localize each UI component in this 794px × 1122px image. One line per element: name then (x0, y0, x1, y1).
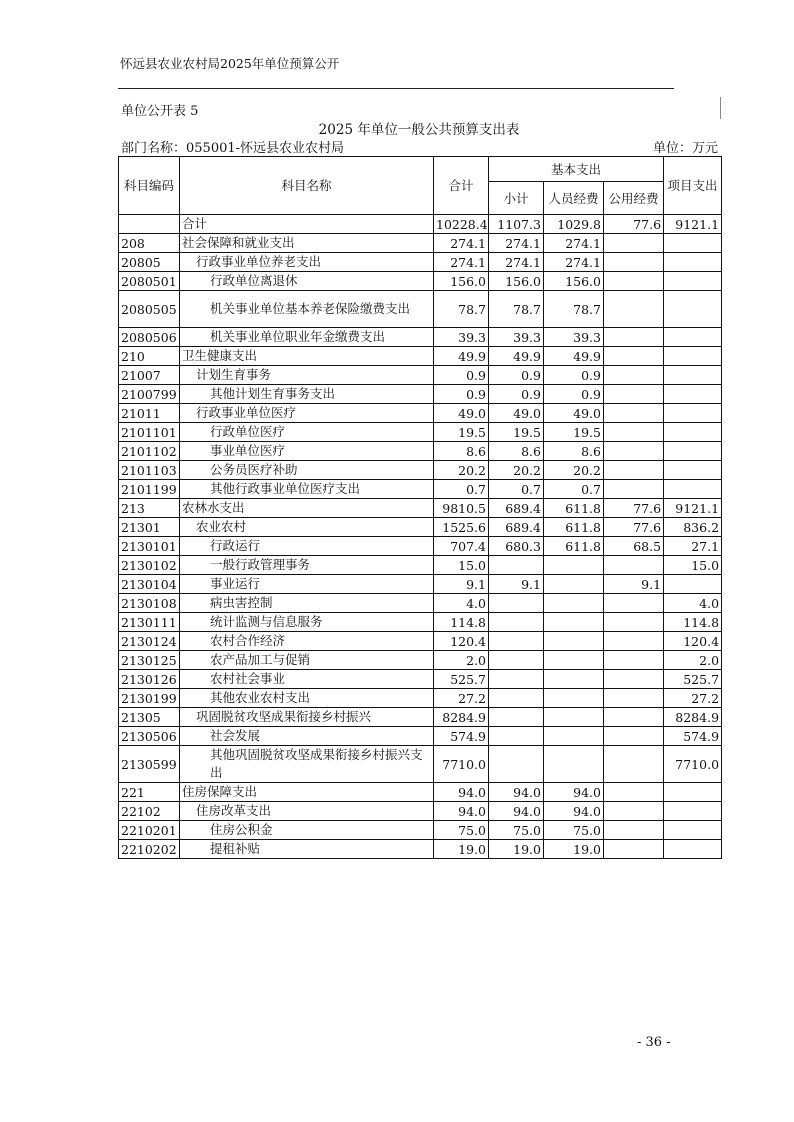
cell-subtotal: 49.0 (489, 404, 544, 423)
table-row (119, 404, 722, 423)
cell-project (664, 840, 722, 859)
cell-public (604, 783, 664, 802)
table-row (119, 272, 722, 291)
cell-name: 其他巩固脱贫攻坚成果衔接乡村振兴支出 (180, 746, 434, 783)
cell-code: 2130102 (119, 556, 180, 575)
cell-total: 39.3 (434, 328, 489, 347)
cell-personnel: 0.9 (544, 385, 604, 404)
cell-code: 2210202 (119, 840, 180, 859)
cell-subtotal: 156.0 (489, 272, 544, 291)
cell-name: 住房改革支出 (180, 802, 434, 821)
cell-public (604, 746, 664, 783)
cell-total: 707.4 (434, 537, 489, 556)
cell-subtotal: 19.0 (489, 840, 544, 859)
cell-personnel: 611.8 (544, 499, 604, 518)
cell-total: 10228.4 (434, 215, 489, 234)
header-personnel: 人员经费 (544, 182, 604, 215)
cell-personnel: 0.7 (544, 480, 604, 499)
cell-project (664, 328, 722, 347)
cell-subtotal: 0.7 (489, 480, 544, 499)
cell-code: 2080505 (119, 291, 180, 328)
cell-subtotal: 20.2 (489, 461, 544, 480)
cell-public (604, 613, 664, 632)
cell-name: 农业农村 (180, 518, 434, 537)
table-row (119, 499, 722, 518)
cell-code: 2130101 (119, 537, 180, 556)
cell-public (604, 556, 664, 575)
cell-project: 15.0 (664, 556, 722, 575)
table-row (119, 613, 722, 632)
cell-project: 27.2 (664, 689, 722, 708)
cell-name: 公务员医疗补助 (180, 461, 434, 480)
cell-public (604, 651, 664, 670)
header-total: 合计 (434, 157, 489, 215)
cell-subtotal: 19.5 (489, 423, 544, 442)
cell-project: 8284.9 (664, 708, 722, 727)
cell-code: 2101101 (119, 423, 180, 442)
cell-total: 94.0 (434, 783, 489, 802)
cell-project (664, 404, 722, 423)
cell-personnel (544, 670, 604, 689)
cell-project (664, 347, 722, 366)
cell-code: 2130199 (119, 689, 180, 708)
cell-personnel: 156.0 (544, 272, 604, 291)
cell-name: 行政运行 (180, 537, 434, 556)
cell-project (664, 234, 722, 253)
table-row (119, 215, 722, 234)
cell-name: 农林水支出 (180, 499, 434, 518)
cell-code: 2100799 (119, 385, 180, 404)
cell-project (664, 366, 722, 385)
cell-total: 75.0 (434, 821, 489, 840)
cell-subtotal: 78.7 (489, 291, 544, 328)
cell-total: 0.9 (434, 366, 489, 385)
cell-subtotal: 689.4 (489, 499, 544, 518)
cell-name: 计划生育事务 (180, 366, 434, 385)
cell-personnel (544, 556, 604, 575)
header-subtotal: 小计 (489, 182, 544, 215)
cell-public (604, 594, 664, 613)
cell-public (604, 291, 664, 328)
cell-subtotal (489, 708, 544, 727)
cell-public (604, 234, 664, 253)
cell-total: 27.2 (434, 689, 489, 708)
cell-total: 114.8 (434, 613, 489, 632)
cell-project (664, 291, 722, 328)
cell-name: 农村合作经济 (180, 632, 434, 651)
cell-subtotal: 0.9 (489, 385, 544, 404)
cell-total: 49.0 (434, 404, 489, 423)
cell-public (604, 385, 664, 404)
cell-personnel: 75.0 (544, 821, 604, 840)
cell-name: 行政单位医疗 (180, 423, 434, 442)
cell-subtotal: 75.0 (489, 821, 544, 840)
cell-public: 68.5 (604, 537, 664, 556)
cell-code: 2130599 (119, 746, 180, 783)
cell-public (604, 727, 664, 746)
cell-project: 2.0 (664, 651, 722, 670)
form-label: 单位公开表 5 (121, 104, 199, 119)
table-row (119, 840, 722, 859)
cell-personnel: 78.7 (544, 291, 604, 328)
cell-personnel (544, 632, 604, 651)
cell-name: 其他计划生育事务支出 (180, 385, 434, 404)
cell-name: 社会发展 (180, 727, 434, 746)
cell-subtotal (489, 727, 544, 746)
cell-name: 行政事业单位养老支出 (180, 253, 434, 272)
cell-name: 事业运行 (180, 575, 434, 594)
cell-subtotal: 689.4 (489, 518, 544, 537)
cell-project: 7710.0 (664, 746, 722, 783)
cell-subtotal: 274.1 (489, 253, 544, 272)
table-row (119, 537, 722, 556)
cell-project (664, 821, 722, 840)
cell-code: 2130108 (119, 594, 180, 613)
table-row (119, 670, 722, 689)
header-public: 公用经费 (604, 182, 664, 215)
cell-subtotal: 8.6 (489, 442, 544, 461)
cell-public: 77.6 (604, 215, 664, 234)
cell-code: 2130111 (119, 613, 180, 632)
cell-personnel: 94.0 (544, 783, 604, 802)
cell-name: 统计监测与信息服务 (180, 613, 434, 632)
table-row (119, 708, 722, 727)
cell-project: 114.8 (664, 613, 722, 632)
cell-code: 2130506 (119, 727, 180, 746)
page-header: 怀远县农业农村局2025年单位预算公开 (120, 56, 340, 71)
cell-total: 7710.0 (434, 746, 489, 783)
cell-total: 9810.5 (434, 499, 489, 518)
cell-total: 78.7 (434, 291, 489, 328)
cell-name: 住房保障支出 (180, 783, 434, 802)
table-row (119, 347, 722, 366)
cell-name: 其他行政事业单位医疗支出 (180, 480, 434, 499)
cell-personnel: 49.0 (544, 404, 604, 423)
cell-personnel: 611.8 (544, 518, 604, 537)
cell-public (604, 272, 664, 291)
cell-code: 21301 (119, 518, 180, 537)
cell-project: 120.4 (664, 632, 722, 651)
cell-public (604, 347, 664, 366)
table-row (119, 253, 722, 272)
cell-personnel: 1029.8 (544, 215, 604, 234)
cell-code: 2130125 (119, 651, 180, 670)
cell-subtotal (489, 670, 544, 689)
cell-code: 21305 (119, 708, 180, 727)
cell-public (604, 689, 664, 708)
cell-name: 提租补贴 (180, 840, 434, 859)
cell-name: 卫生健康支出 (180, 347, 434, 366)
table-row (119, 366, 722, 385)
cell-subtotal (489, 746, 544, 783)
cell-code: 21007 (119, 366, 180, 385)
header-basic: 基本支出 (489, 157, 664, 182)
cell-name: 住房公积金 (180, 821, 434, 840)
cell-project (664, 480, 722, 499)
cell-name: 农村社会事业 (180, 670, 434, 689)
cell-personnel: 8.6 (544, 442, 604, 461)
table-row (119, 480, 722, 499)
cell-code: 208 (119, 234, 180, 253)
cell-name: 机关事业单位职业年金缴费支出 (180, 328, 434, 347)
header-rule (118, 88, 674, 89)
cell-public (604, 632, 664, 651)
cell-name: 行政事业单位医疗 (180, 404, 434, 423)
table-row (119, 291, 722, 328)
cell-public (604, 670, 664, 689)
table-row (119, 385, 722, 404)
cell-project (664, 783, 722, 802)
table-row (119, 632, 722, 651)
table-row (119, 461, 722, 480)
cell-name: 巩固脱贫攻坚成果衔接乡村振兴 (180, 708, 434, 727)
cell-name: 合计 (180, 215, 434, 234)
cell-public (604, 480, 664, 499)
cell-public: 9.1 (604, 575, 664, 594)
cell-code: 2080506 (119, 328, 180, 347)
cell-personnel: 274.1 (544, 234, 604, 253)
cell-name: 行政单位离退休 (180, 272, 434, 291)
cell-project (664, 461, 722, 480)
cell-code: 2101102 (119, 442, 180, 461)
table-row (119, 575, 722, 594)
cell-total: 9.1 (434, 575, 489, 594)
cell-total: 8.6 (434, 442, 489, 461)
cell-project: 27.1 (664, 537, 722, 556)
margin-mark (720, 97, 721, 119)
cell-total: 574.9 (434, 727, 489, 746)
cell-project: 574.9 (664, 727, 722, 746)
cell-total: 0.9 (434, 385, 489, 404)
cell-code: 2101199 (119, 480, 180, 499)
table-row (119, 234, 722, 253)
cell-name: 事业单位医疗 (180, 442, 434, 461)
cell-personnel (544, 689, 604, 708)
cell-project (664, 385, 722, 404)
cell-total: 156.0 (434, 272, 489, 291)
cell-public (604, 423, 664, 442)
table-row (119, 821, 722, 840)
cell-project (664, 253, 722, 272)
cell-personnel: 94.0 (544, 802, 604, 821)
cell-total: 20.2 (434, 461, 489, 480)
cell-project: 9121.1 (664, 215, 722, 234)
cell-personnel (544, 575, 604, 594)
cell-project (664, 423, 722, 442)
cell-code: 2130104 (119, 575, 180, 594)
cell-total: 15.0 (434, 556, 489, 575)
cell-code: 2130124 (119, 632, 180, 651)
cell-subtotal: 94.0 (489, 802, 544, 821)
cell-public (604, 442, 664, 461)
table-row (119, 556, 722, 575)
cell-personnel: 19.0 (544, 840, 604, 859)
cell-public: 77.6 (604, 499, 664, 518)
cell-total: 0.7 (434, 480, 489, 499)
cell-code: 213 (119, 499, 180, 518)
table-body (119, 215, 722, 859)
cell-public (604, 821, 664, 840)
cell-code: 210 (119, 347, 180, 366)
department-label: 部门名称：055001-怀远县农业农村局 (121, 141, 345, 156)
table-row (119, 689, 722, 708)
cell-total: 2.0 (434, 651, 489, 670)
cell-project: 4.0 (664, 594, 722, 613)
cell-public (604, 328, 664, 347)
table-title: 2025 年单位一般公共预算支出表 (318, 122, 520, 138)
cell-total: 274.1 (434, 234, 489, 253)
cell-personnel (544, 746, 604, 783)
cell-total: 274.1 (434, 253, 489, 272)
cell-personnel (544, 727, 604, 746)
cell-total: 525.7 (434, 670, 489, 689)
budget-table (118, 156, 722, 859)
cell-code: 2130126 (119, 670, 180, 689)
cell-project: 9121.1 (664, 499, 722, 518)
cell-personnel (544, 708, 604, 727)
table-row (119, 651, 722, 670)
header-code: 科目编码 (119, 157, 180, 215)
cell-subtotal: 94.0 (489, 783, 544, 802)
cell-name: 农产品加工与促销 (180, 651, 434, 670)
table-row (119, 727, 722, 746)
cell-project (664, 442, 722, 461)
cell-personnel: 19.5 (544, 423, 604, 442)
cell-code: 20805 (119, 253, 180, 272)
cell-total: 120.4 (434, 632, 489, 651)
table-row (119, 423, 722, 442)
cell-personnel: 274.1 (544, 253, 604, 272)
cell-name: 其他农业农村支出 (180, 689, 434, 708)
cell-project (664, 802, 722, 821)
header-project: 项目支出 (664, 157, 722, 215)
cell-total: 8284.9 (434, 708, 489, 727)
cell-project: 836.2 (664, 518, 722, 537)
cell-total: 4.0 (434, 594, 489, 613)
cell-public (604, 253, 664, 272)
cell-subtotal (489, 689, 544, 708)
cell-personnel (544, 651, 604, 670)
cell-public (604, 461, 664, 480)
table-row (119, 328, 722, 347)
cell-public (604, 404, 664, 423)
cell-public (604, 840, 664, 859)
cell-code: 221 (119, 783, 180, 802)
cell-subtotal: 0.9 (489, 366, 544, 385)
cell-total: 19.0 (434, 840, 489, 859)
cell-subtotal (489, 632, 544, 651)
table-row (119, 442, 722, 461)
page-number: - 36 - (637, 1035, 671, 1050)
cell-project: 525.7 (664, 670, 722, 689)
cell-project (664, 575, 722, 594)
cell-subtotal (489, 594, 544, 613)
cell-personnel: 49.9 (544, 347, 604, 366)
cell-code: 2101103 (119, 461, 180, 480)
cell-name: 机关事业单位基本养老保险缴费支出 (180, 291, 434, 328)
cell-subtotal: 274.1 (489, 234, 544, 253)
cell-name: 社会保障和就业支出 (180, 234, 434, 253)
cell-subtotal: 39.3 (489, 328, 544, 347)
cell-code (119, 215, 180, 234)
cell-name: 一般行政管理事务 (180, 556, 434, 575)
cell-code: 2210201 (119, 821, 180, 840)
cell-public (604, 708, 664, 727)
cell-personnel: 20.2 (544, 461, 604, 480)
header-name: 科目名称 (180, 157, 434, 215)
cell-personnel (544, 594, 604, 613)
cell-total: 49.9 (434, 347, 489, 366)
cell-personnel: 0.9 (544, 366, 604, 385)
cell-subtotal (489, 613, 544, 632)
table-row (119, 802, 722, 821)
cell-public (604, 366, 664, 385)
cell-subtotal: 9.1 (489, 575, 544, 594)
cell-public (604, 802, 664, 821)
cell-public: 77.6 (604, 518, 664, 537)
cell-subtotal: 1107.3 (489, 215, 544, 234)
cell-subtotal: 49.9 (489, 347, 544, 366)
cell-code: 21011 (119, 404, 180, 423)
cell-personnel: 39.3 (544, 328, 604, 347)
table-row (119, 783, 722, 802)
cell-code: 2080501 (119, 272, 180, 291)
cell-total: 19.5 (434, 423, 489, 442)
cell-total: 94.0 (434, 802, 489, 821)
cell-subtotal: 680.3 (489, 537, 544, 556)
cell-subtotal (489, 651, 544, 670)
table-row (119, 746, 722, 783)
table-row (119, 594, 722, 613)
table-row (119, 518, 722, 537)
cell-code: 22102 (119, 802, 180, 821)
cell-personnel: 611.8 (544, 537, 604, 556)
unit-label: 单位：万元 (652, 141, 718, 156)
cell-name: 病虫害控制 (180, 594, 434, 613)
cell-personnel (544, 613, 604, 632)
cell-subtotal (489, 556, 544, 575)
cell-total: 1525.6 (434, 518, 489, 537)
cell-project (664, 272, 722, 291)
